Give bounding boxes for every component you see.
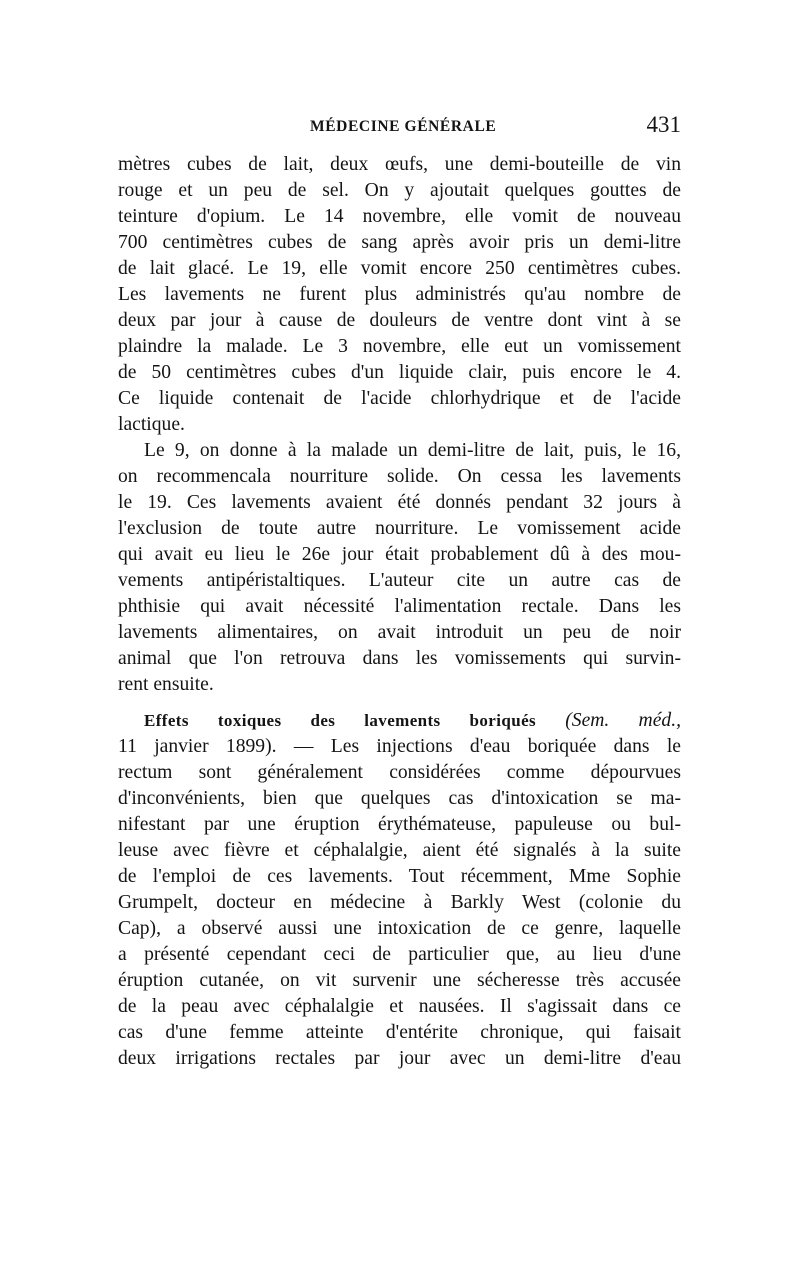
- text-line: Cap), a observé aussi une intoxication de ce genre, laquelle: [118, 918, 681, 939]
- text-line: Le 9, on donne à la malade un demi-litre de lait, puis, le 16,: [144, 440, 681, 461]
- section-heading-line: [144, 708, 681, 734]
- text-line: Les lavements ne furent plus administrés qu'au nombre de: [118, 284, 681, 305]
- text-line: lavements alimentaires, on avait introduit un peu de noir: [118, 622, 681, 643]
- text-line: de la peau avec céphalalgie et nausées. Il s'agissait dans ce: [118, 996, 681, 1017]
- text-line: rouge et un peu de sel. On y ajoutait quelques gouttes de: [118, 180, 681, 201]
- text-line: cas d'une femme atteinte d'entérite chronique, qui faisait: [118, 1022, 681, 1043]
- section-source: (Sem. méd.,: [565, 710, 681, 731]
- section-heading: Effets toxiques des lavements boriqués: [144, 711, 537, 730]
- text-line: lactique.: [118, 414, 185, 435]
- running-title: MÉDECINE GÉNÉRALE: [310, 118, 497, 135]
- text-line: de l'emploi de ces lavements. Tout récemment, Mme Sophie: [118, 866, 681, 887]
- text-line: l'exclusion de toute autre nourriture. Le vomissement acide: [118, 518, 681, 539]
- text-line: de 50 centimètres cubes d'un liquide clair, puis encore le 4.: [118, 362, 681, 383]
- text-line: vements antipéristaltiques. L'auteur cite un autre cas de: [118, 570, 681, 591]
- text-line: nifestant par une éruption érythémateuse, papuleuse ou bul-: [118, 814, 681, 835]
- text-line: Grumpelt, docteur en médecine à Barkly West (colonie du: [118, 892, 681, 913]
- text-line: 11 janvier 1899). — Les injections d'eau boriquée dans le: [118, 736, 681, 757]
- text-line: d'inconvénients, bien que quelques cas d'intoxication se ma-: [118, 788, 681, 809]
- text-line: qui avait eu lieu le 26e jour était probablement dû à des mou-: [118, 544, 681, 565]
- text-line: rectum sont généralement considérées comme dépourvues: [118, 762, 681, 783]
- page-number: 431: [646, 112, 681, 137]
- text-line: plaindre la malade. Le 3 novembre, elle eut un vomissement: [118, 336, 681, 357]
- running-head: [118, 112, 681, 146]
- text-line: phthisie qui avait nécessité l'alimentation rectale. Dans les: [118, 596, 681, 617]
- text-line: deux irrigations rectales par jour avec un demi-litre d'eau: [118, 1048, 681, 1069]
- text-line: leuse avec fièvre et céphalalgie, aient été signalés à la suite: [118, 840, 681, 861]
- text-line: animal que l'on retrouva dans les vomissements qui survin-: [118, 648, 681, 669]
- text-line: le 19. Ces lavements avaient été donnés pendant 32 jours à: [118, 492, 681, 513]
- text-line: a présenté cependant ceci de particulier que, au lieu d'une: [118, 944, 681, 965]
- text-line: mètres cubes de lait, deux œufs, une demi-bouteille de vin: [118, 154, 681, 175]
- text-line: rent ensuite.: [118, 674, 214, 695]
- text-line: on recommencala nourriture solide. On cessa les lavements: [118, 466, 681, 487]
- text-line: Ce liquide contenait de l'acide chlorhydrique et de l'acide: [118, 388, 681, 409]
- text-line: 700 centimètres cubes de sang après avoir pris un demi-litre: [118, 232, 681, 253]
- text-line: de lait glacé. Le 19, elle vomit encore 250 centimètres cubes.: [118, 258, 681, 279]
- text-line: teinture d'opium. Le 14 novembre, elle vomit de nouveau: [118, 206, 681, 227]
- text-line: éruption cutanée, on vit survenir une sécheresse très accusée: [118, 970, 681, 991]
- text-line: deux par jour à cause de douleurs de ventre dont vint à se: [118, 310, 681, 331]
